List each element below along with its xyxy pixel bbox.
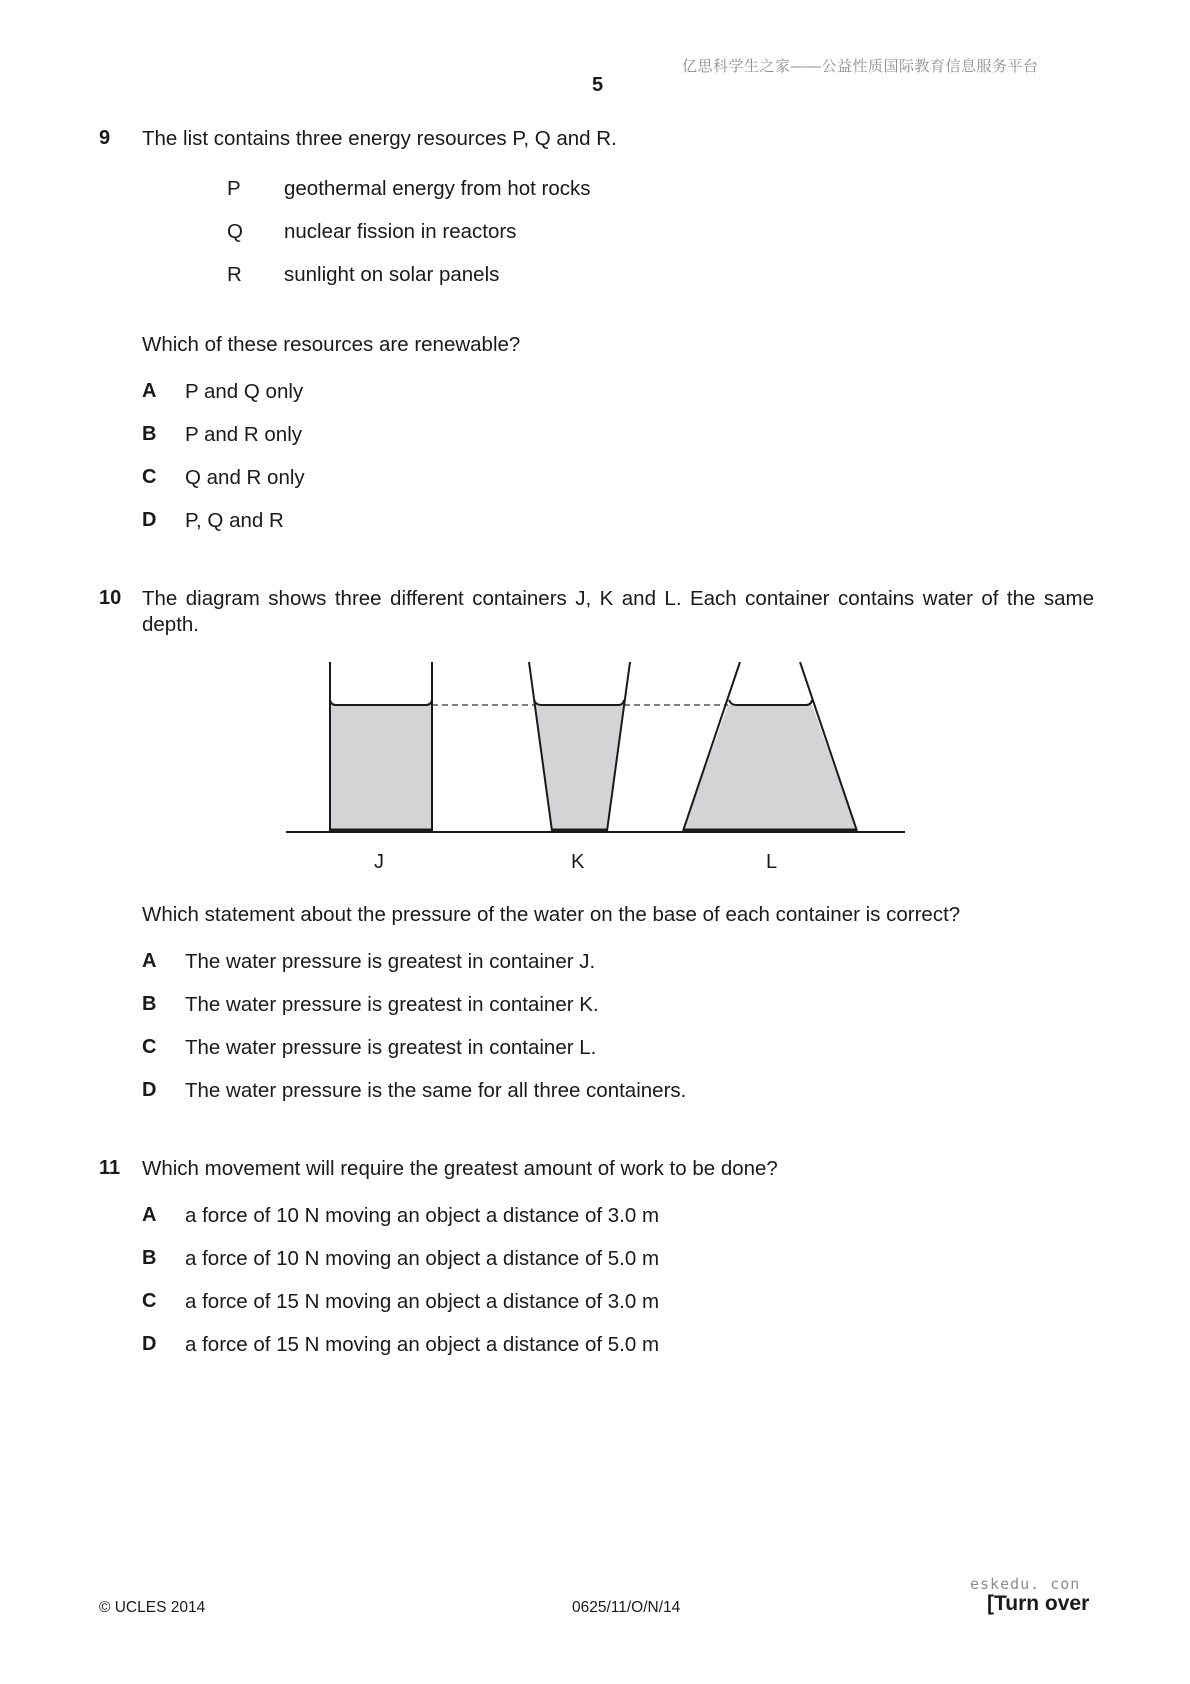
option-letter: D bbox=[142, 1079, 157, 1101]
question-stem: Which movement will require the greatest amount of work to be done? bbox=[142, 1157, 778, 1180]
footer-paper-code: 0625/11/O/N/14 bbox=[572, 1599, 681, 1616]
question-stem: The diagram shows three different containers J, K and L. Each container contains water of the same depth. bbox=[142, 587, 1094, 636]
question-number: 10 bbox=[99, 587, 122, 609]
option-letter: D bbox=[142, 1333, 157, 1355]
container-j-water bbox=[330, 705, 432, 830]
option-letter: B bbox=[142, 423, 157, 445]
question-prompt: Which statement about the pressure of the water on the base of each container is correct? bbox=[142, 903, 961, 926]
option-text: Q and R only bbox=[185, 466, 305, 489]
question-stem: The list contains three energy resources P, Q and R. bbox=[142, 127, 617, 150]
container-label-k: K bbox=[571, 851, 585, 873]
option-text: a force of 15 N moving an object a distance of 5.0 m bbox=[185, 1333, 660, 1356]
option-letter: C bbox=[142, 466, 157, 488]
list-item-letter: R bbox=[227, 263, 242, 286]
footer-watermark: eskedu. con bbox=[970, 1575, 1081, 1593]
container-label-j: J bbox=[374, 851, 384, 873]
list-item-text: nuclear fission in reactors bbox=[284, 220, 517, 243]
header-watermark: 亿思科学生之家——公益性质国际教育信息服务平台 bbox=[682, 58, 1039, 75]
option-text: P and Q only bbox=[185, 380, 304, 403]
container-label-l: L bbox=[766, 851, 778, 873]
question-prompt: Which of these resources are renewable? bbox=[142, 333, 521, 356]
option-text: a force of 15 N moving an object a distance of 3.0 m bbox=[185, 1290, 660, 1313]
option-letter: C bbox=[142, 1290, 157, 1312]
option-text: a force of 10 N moving an object a distance of 5.0 m bbox=[185, 1247, 660, 1270]
option-letter: A bbox=[142, 1204, 157, 1226]
option-letter: D bbox=[142, 509, 157, 531]
option-text: The water pressure is greatest in container J. bbox=[185, 950, 596, 973]
list-item-letter: Q bbox=[227, 220, 243, 243]
list-item-letter: P bbox=[227, 177, 241, 200]
option-letter: A bbox=[142, 950, 157, 972]
question-number: 9 bbox=[99, 127, 111, 149]
page-number: 5 bbox=[592, 74, 604, 96]
option-text: P and R only bbox=[185, 423, 303, 446]
container-k-surface bbox=[534, 700, 624, 705]
option-text: The water pressure is greatest in container K. bbox=[185, 993, 599, 1016]
container-j-surface bbox=[330, 700, 432, 705]
option-letter: B bbox=[142, 1247, 157, 1269]
footer-copyright: © UCLES 2014 bbox=[99, 1599, 206, 1616]
option-text: The water pressure is greatest in container L. bbox=[185, 1036, 597, 1059]
container-l-water bbox=[683, 705, 857, 830]
list-item-text: sunlight on solar panels bbox=[284, 263, 500, 286]
turn-over-label: [Turn over bbox=[987, 1592, 1090, 1615]
option-letter: A bbox=[142, 380, 157, 402]
list-item-text: geothermal energy from hot rocks bbox=[284, 177, 591, 200]
option-text: P, Q and R bbox=[185, 509, 284, 532]
option-letter: C bbox=[142, 1036, 157, 1058]
container-l-surface bbox=[729, 700, 812, 705]
option-letter: B bbox=[142, 993, 157, 1015]
option-text: a force of 10 N moving an object a distance of 3.0 m bbox=[185, 1204, 660, 1227]
question-number: 11 bbox=[99, 1157, 121, 1179]
option-text: The water pressure is the same for all three containers. bbox=[185, 1079, 687, 1102]
